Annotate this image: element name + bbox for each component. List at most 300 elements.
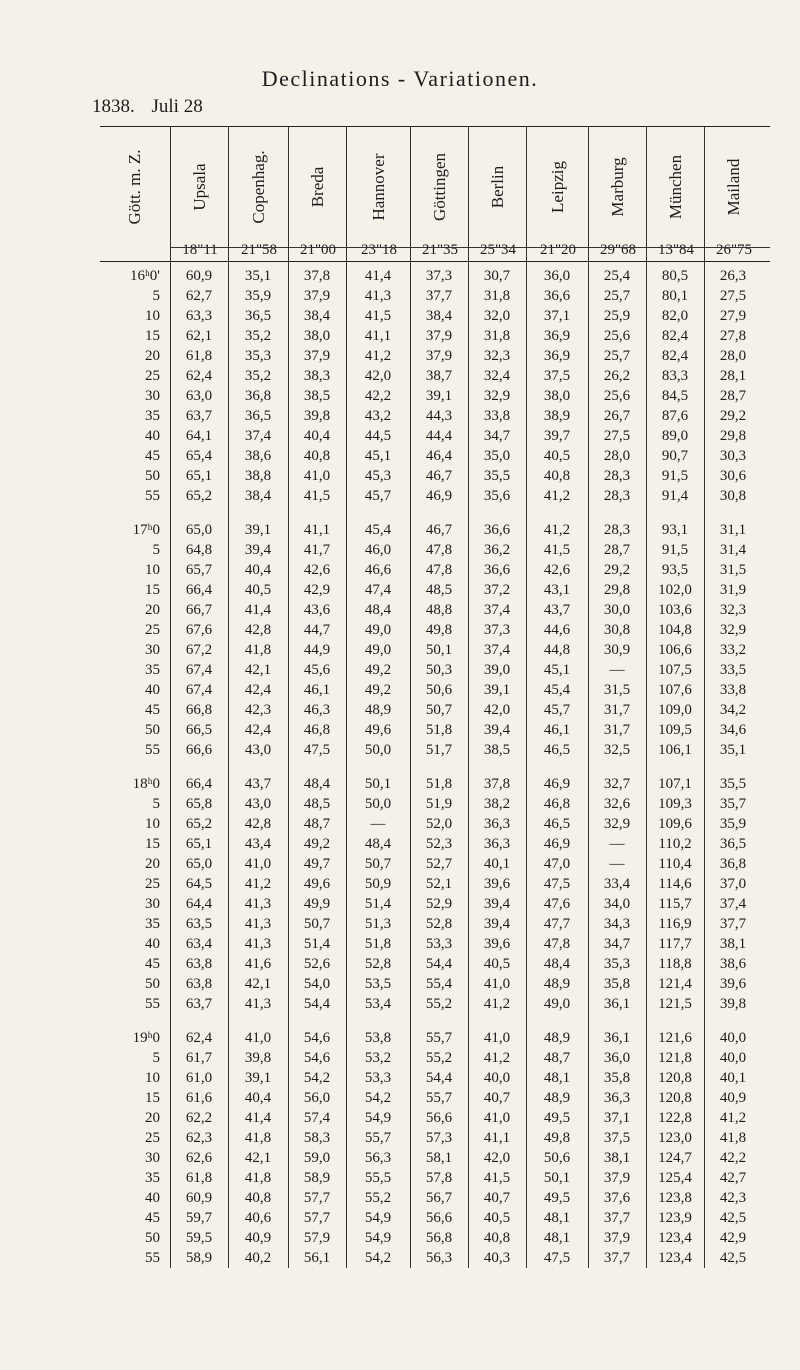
value-cell: 87,6 bbox=[661, 408, 689, 424]
value-cell: 59,5 bbox=[185, 1230, 213, 1246]
value-cell: 56,6 bbox=[425, 1210, 453, 1226]
value-cell: 46,5 bbox=[543, 742, 571, 758]
value-cell: 28,3 bbox=[603, 522, 631, 538]
value-cell: 37,7 bbox=[719, 916, 747, 932]
value-cell: 54,2 bbox=[364, 1090, 392, 1106]
value-cell: 54,6 bbox=[303, 1030, 331, 1046]
value-cell: 38,4 bbox=[244, 488, 272, 504]
value-cell: 50,0 bbox=[364, 796, 392, 812]
value-cell: 31,7 bbox=[603, 702, 631, 718]
value-cell: 39,4 bbox=[483, 916, 511, 932]
value-cell: 40,6 bbox=[244, 1210, 272, 1226]
value-cell: 67,4 bbox=[185, 682, 213, 698]
value-cell: 65,8 bbox=[185, 796, 213, 812]
time-cell: 25 bbox=[145, 1130, 160, 1146]
value-cell: 38,5 bbox=[303, 388, 331, 404]
time-cell: 5 bbox=[152, 542, 160, 558]
column-name: Mailand bbox=[724, 158, 743, 216]
value-cell: 42,4 bbox=[244, 682, 272, 698]
value-cell: 41,4 bbox=[364, 268, 392, 284]
value-cell: 42,1 bbox=[244, 662, 272, 678]
value-cell: 39,1 bbox=[483, 682, 511, 698]
time-cell: 35 bbox=[145, 662, 160, 678]
value-cell: 36,8 bbox=[719, 856, 747, 872]
value-cell: 58,1 bbox=[425, 1150, 453, 1166]
value-cell: 32,9 bbox=[719, 622, 747, 638]
value-cell: 36,0 bbox=[543, 268, 571, 284]
time-cell: 20 bbox=[145, 348, 160, 364]
value-cell: 25,6 bbox=[603, 328, 631, 344]
table-row bbox=[100, 934, 770, 954]
value-cell: 41,8 bbox=[244, 642, 272, 658]
value-cell: 107,5 bbox=[658, 662, 692, 678]
value-cell: 38,3 bbox=[303, 368, 331, 384]
value-cell: 31,1 bbox=[719, 522, 747, 538]
value-cell: 109,5 bbox=[658, 722, 692, 738]
value-cell: 41,3 bbox=[364, 288, 392, 304]
date-heading bbox=[92, 96, 215, 118]
value-cell: 41,1 bbox=[303, 522, 331, 538]
value-cell: 40,8 bbox=[244, 1190, 272, 1206]
value-cell: 66,7 bbox=[185, 602, 213, 618]
value-cell: 48,4 bbox=[364, 836, 392, 852]
value-cell: 66,8 bbox=[185, 702, 213, 718]
value-cell: 47,0 bbox=[543, 856, 571, 872]
value-cell: 42,8 bbox=[244, 622, 272, 638]
value-cell: 37,7 bbox=[603, 1210, 631, 1226]
time-cell: 16ʰ0' bbox=[129, 268, 160, 284]
value-cell: 30,3 bbox=[719, 448, 747, 464]
value-cell: 37,6 bbox=[603, 1190, 631, 1206]
table-row bbox=[100, 520, 770, 540]
value-cell: 40,5 bbox=[483, 956, 511, 972]
value-cell: — bbox=[370, 816, 386, 832]
value-cell: 54,0 bbox=[303, 976, 331, 992]
value-cell: 40,3 bbox=[483, 1250, 511, 1266]
value-cell: 49,9 bbox=[303, 896, 331, 912]
value-cell: 41,2 bbox=[543, 522, 571, 538]
table-row bbox=[100, 1128, 770, 1148]
value-cell: 48,9 bbox=[543, 1030, 571, 1046]
value-cell: 35,6 bbox=[483, 488, 511, 504]
value-cell: 35,0 bbox=[483, 448, 511, 464]
column-header bbox=[100, 127, 170, 261]
value-cell: 51,8 bbox=[364, 936, 392, 952]
value-cell: 110,4 bbox=[658, 856, 692, 872]
value-cell: 46,8 bbox=[543, 796, 571, 812]
value-cell: 34,7 bbox=[603, 936, 631, 952]
value-cell: 56,3 bbox=[364, 1150, 392, 1166]
value-cell: 49,2 bbox=[364, 662, 392, 678]
value-cell: 37,1 bbox=[603, 1110, 631, 1126]
value-cell: 35,8 bbox=[603, 1070, 631, 1086]
value-cell: 34,3 bbox=[603, 916, 631, 932]
table-row bbox=[100, 640, 770, 660]
time-cell: 30 bbox=[145, 896, 160, 912]
time-cell: 40 bbox=[145, 936, 160, 952]
value-cell: 53,2 bbox=[364, 1050, 392, 1066]
value-cell: 109,0 bbox=[658, 702, 692, 718]
value-cell: 58,3 bbox=[303, 1130, 331, 1146]
value-cell: 41,8 bbox=[244, 1170, 272, 1186]
time-cell: 55 bbox=[145, 742, 160, 758]
value-cell: 41,8 bbox=[244, 1130, 272, 1146]
value-cell: 44,4 bbox=[425, 428, 453, 444]
table-row bbox=[100, 446, 770, 466]
table-row bbox=[100, 1108, 770, 1128]
hour-group bbox=[100, 520, 770, 760]
column-header bbox=[526, 127, 589, 261]
column-name: Marburg bbox=[608, 157, 627, 217]
value-cell: 41,5 bbox=[303, 488, 331, 504]
time-cell: 35 bbox=[145, 1170, 160, 1186]
time-cell: 15 bbox=[145, 328, 160, 344]
table-row bbox=[100, 466, 770, 486]
time-cell: 50 bbox=[145, 976, 160, 992]
value-cell: 28,3 bbox=[603, 468, 631, 484]
value-cell: 32,6 bbox=[603, 796, 631, 812]
value-cell: 121,5 bbox=[658, 996, 692, 1012]
value-cell: 62,6 bbox=[185, 1150, 213, 1166]
value-cell: 62,4 bbox=[185, 1030, 213, 1046]
value-cell: 40,8 bbox=[483, 1230, 511, 1246]
time-cell: 40 bbox=[145, 1190, 160, 1206]
value-cell: 62,4 bbox=[185, 368, 213, 384]
value-cell: 35,2 bbox=[244, 328, 272, 344]
value-cell: 43,2 bbox=[364, 408, 392, 424]
table-row bbox=[100, 1068, 770, 1088]
value-cell: 42,3 bbox=[719, 1190, 747, 1206]
value-cell: 48,5 bbox=[425, 582, 453, 598]
value-cell: 38,8 bbox=[244, 468, 272, 484]
value-cell: 50,1 bbox=[543, 1170, 571, 1186]
value-cell: 29,8 bbox=[603, 582, 631, 598]
value-cell: 40,4 bbox=[303, 428, 331, 444]
column-rule bbox=[410, 262, 411, 1268]
value-cell: 37,4 bbox=[244, 428, 272, 444]
value-cell: 51,9 bbox=[425, 796, 453, 812]
value-cell: 33,4 bbox=[603, 876, 631, 892]
hour-group bbox=[100, 1028, 770, 1268]
value-cell: 123,4 bbox=[658, 1250, 692, 1266]
value-cell: 43,0 bbox=[244, 742, 272, 758]
column-scale-value: 21"20 bbox=[539, 242, 577, 258]
value-cell: 44,8 bbox=[543, 642, 571, 658]
value-cell: 49,5 bbox=[543, 1190, 571, 1206]
value-cell: 37,3 bbox=[483, 622, 511, 638]
table-row bbox=[100, 620, 770, 640]
value-cell: 117,7 bbox=[658, 936, 692, 952]
value-cell: 45,1 bbox=[364, 448, 392, 464]
value-cell: 65,1 bbox=[185, 836, 213, 852]
value-cell: 110,2 bbox=[658, 836, 692, 852]
value-cell: 49,6 bbox=[364, 722, 392, 738]
column-scale-value: 13"84 bbox=[657, 242, 695, 258]
value-cell: 43,7 bbox=[543, 602, 571, 618]
table-header bbox=[100, 126, 770, 262]
value-cell: 37,8 bbox=[483, 776, 511, 792]
value-cell: 45,6 bbox=[303, 662, 331, 678]
value-cell: 52,9 bbox=[425, 896, 453, 912]
value-cell: 52,6 bbox=[303, 956, 331, 972]
value-cell: 35,1 bbox=[244, 268, 272, 284]
column-rule bbox=[588, 262, 589, 1268]
value-cell: 38,0 bbox=[303, 328, 331, 344]
value-cell: 40,2 bbox=[244, 1250, 272, 1266]
value-cell: 39,6 bbox=[483, 876, 511, 892]
value-cell: 122,8 bbox=[658, 1110, 692, 1126]
value-cell: 52,8 bbox=[425, 916, 453, 932]
value-cell: 56,7 bbox=[425, 1190, 453, 1206]
column-name: Berlin bbox=[488, 165, 507, 209]
value-cell: 37,9 bbox=[603, 1230, 631, 1246]
value-cell: 39,0 bbox=[483, 662, 511, 678]
value-cell: 57,4 bbox=[303, 1110, 331, 1126]
value-cell: 41,2 bbox=[719, 1110, 747, 1126]
value-cell: 123,0 bbox=[658, 1130, 692, 1146]
value-cell: 34,7 bbox=[483, 428, 511, 444]
value-cell: 121,8 bbox=[658, 1050, 692, 1066]
value-cell: 63,7 bbox=[185, 408, 213, 424]
value-cell: 38,6 bbox=[719, 956, 747, 972]
value-cell: 30,8 bbox=[603, 622, 631, 638]
table-row bbox=[100, 874, 770, 894]
value-cell: 67,2 bbox=[185, 642, 213, 658]
value-cell: 46,5 bbox=[543, 816, 571, 832]
value-cell: 35,9 bbox=[719, 816, 747, 832]
time-cell: 45 bbox=[145, 1210, 160, 1226]
value-cell: 66,4 bbox=[185, 582, 213, 598]
time-cell: 45 bbox=[145, 448, 160, 464]
value-cell: 104,8 bbox=[658, 622, 692, 638]
table-row bbox=[100, 834, 770, 854]
value-cell: 54,4 bbox=[425, 1070, 453, 1086]
value-cell: 45,4 bbox=[364, 522, 392, 538]
value-cell: 47,6 bbox=[543, 896, 571, 912]
value-cell: 32,5 bbox=[603, 742, 631, 758]
value-cell: 44,7 bbox=[303, 622, 331, 638]
value-cell: 37,4 bbox=[483, 642, 511, 658]
time-cell: 45 bbox=[145, 702, 160, 718]
value-cell: 48,7 bbox=[543, 1050, 571, 1066]
value-cell: — bbox=[609, 662, 625, 678]
value-cell: 90,7 bbox=[661, 448, 689, 464]
value-cell: 106,1 bbox=[658, 742, 692, 758]
value-cell: 26,3 bbox=[719, 268, 747, 284]
value-cell: 49,8 bbox=[425, 622, 453, 638]
value-cell: 41,0 bbox=[483, 976, 511, 992]
value-cell: 30,0 bbox=[603, 602, 631, 618]
value-cell: 53,4 bbox=[364, 996, 392, 1012]
value-cell: 102,0 bbox=[658, 582, 692, 598]
value-cell: 56,6 bbox=[425, 1110, 453, 1126]
value-cell: 41,3 bbox=[244, 936, 272, 952]
value-cell: 42,4 bbox=[244, 722, 272, 738]
value-cell: 65,2 bbox=[185, 816, 213, 832]
value-cell: 25,4 bbox=[603, 268, 631, 284]
value-cell: 46,7 bbox=[425, 522, 453, 538]
value-cell: 37,7 bbox=[603, 1250, 631, 1266]
value-cell: 41,0 bbox=[244, 856, 272, 872]
value-cell: 84,5 bbox=[661, 388, 689, 404]
value-cell: 67,4 bbox=[185, 662, 213, 678]
table-row bbox=[100, 974, 770, 994]
value-cell: 27,5 bbox=[603, 428, 631, 444]
value-cell: 25,7 bbox=[603, 348, 631, 364]
table-row bbox=[100, 306, 770, 326]
value-cell: 123,8 bbox=[658, 1190, 692, 1206]
column-scale-value: 23"18 bbox=[360, 242, 398, 258]
value-cell: 56,1 bbox=[303, 1250, 331, 1266]
value-cell: 64,5 bbox=[185, 876, 213, 892]
value-cell: 36,2 bbox=[483, 542, 511, 558]
value-cell: 28,0 bbox=[603, 448, 631, 464]
value-cell: 36,5 bbox=[244, 308, 272, 324]
value-cell: 54,2 bbox=[364, 1250, 392, 1266]
table-row bbox=[100, 560, 770, 580]
value-cell: 30,9 bbox=[603, 642, 631, 658]
value-cell: 46,8 bbox=[303, 722, 331, 738]
value-cell: 83,3 bbox=[661, 368, 689, 384]
column-scale-value: 25"34 bbox=[479, 242, 517, 258]
column-header bbox=[646, 127, 705, 261]
table-row bbox=[100, 406, 770, 426]
value-cell: 35,5 bbox=[719, 776, 747, 792]
value-cell: 37,9 bbox=[303, 288, 331, 304]
value-cell: 48,4 bbox=[364, 602, 392, 618]
time-cell: 5 bbox=[152, 1050, 160, 1066]
value-cell: 39,4 bbox=[483, 722, 511, 738]
value-cell: 26,7 bbox=[603, 408, 631, 424]
value-cell: 42,1 bbox=[244, 1150, 272, 1166]
value-cell: 48,9 bbox=[543, 1090, 571, 1106]
value-cell: 57,7 bbox=[303, 1190, 331, 1206]
value-cell: 53,8 bbox=[364, 1030, 392, 1046]
column-header bbox=[346, 127, 411, 261]
value-cell: 59,7 bbox=[185, 1210, 213, 1226]
value-cell: 57,9 bbox=[303, 1230, 331, 1246]
column-scale-value: 18"11 bbox=[182, 242, 218, 258]
value-cell: 41,0 bbox=[303, 468, 331, 484]
value-cell: 47,5 bbox=[543, 876, 571, 892]
value-cell: 39,8 bbox=[303, 408, 331, 424]
time-cell: 17ʰ0 bbox=[132, 522, 160, 538]
table-row bbox=[100, 600, 770, 620]
table-row bbox=[100, 1088, 770, 1108]
value-cell: 30,8 bbox=[719, 488, 747, 504]
value-cell: 32,3 bbox=[483, 348, 511, 364]
time-cell: 10 bbox=[145, 562, 160, 578]
value-cell: 46,4 bbox=[425, 448, 453, 464]
value-cell: 53,3 bbox=[364, 1070, 392, 1086]
value-cell: 41,2 bbox=[364, 348, 392, 364]
value-cell: 50,1 bbox=[425, 642, 453, 658]
time-cell: 50 bbox=[145, 1230, 160, 1246]
value-cell: 66,5 bbox=[185, 722, 213, 738]
value-cell: 62,3 bbox=[185, 1130, 213, 1146]
value-cell: 49,8 bbox=[543, 1130, 571, 1146]
table-row bbox=[100, 1168, 770, 1188]
value-cell: 65,1 bbox=[185, 468, 213, 484]
value-cell: 54,6 bbox=[303, 1050, 331, 1066]
table-row bbox=[100, 1028, 770, 1048]
value-cell: 64,8 bbox=[185, 542, 213, 558]
table-row bbox=[100, 1148, 770, 1168]
value-cell: 29,2 bbox=[603, 562, 631, 578]
value-cell: 42,9 bbox=[303, 582, 331, 598]
column-name: Upsala bbox=[190, 163, 209, 211]
value-cell: 40,4 bbox=[244, 562, 272, 578]
time-cell: 50 bbox=[145, 722, 160, 738]
column-name: Leipzig bbox=[548, 161, 567, 213]
value-cell: 41,0 bbox=[244, 1030, 272, 1046]
column-header bbox=[228, 127, 289, 261]
value-cell: 40,0 bbox=[719, 1030, 747, 1046]
table-row bbox=[100, 774, 770, 794]
value-cell: 25,9 bbox=[603, 308, 631, 324]
column-scale-value: 26"75 bbox=[715, 242, 753, 258]
value-cell: 41,7 bbox=[303, 542, 331, 558]
value-cell: 62,2 bbox=[185, 1110, 213, 1126]
value-cell: 107,6 bbox=[658, 682, 692, 698]
value-cell: 49,6 bbox=[303, 876, 331, 892]
column-header bbox=[410, 127, 469, 261]
value-cell: 56,3 bbox=[425, 1250, 453, 1266]
value-cell: 48,7 bbox=[303, 816, 331, 832]
value-cell: 50,1 bbox=[364, 776, 392, 792]
value-cell: 109,3 bbox=[658, 796, 692, 812]
value-cell: 52,3 bbox=[425, 836, 453, 852]
value-cell: 46,9 bbox=[543, 836, 571, 852]
value-cell: 50,7 bbox=[303, 916, 331, 932]
column-scale-value: 21"35 bbox=[421, 242, 459, 258]
value-cell: 42,2 bbox=[719, 1150, 747, 1166]
value-cell: 46,9 bbox=[543, 776, 571, 792]
value-cell: — bbox=[609, 856, 625, 872]
value-cell: 54,9 bbox=[364, 1230, 392, 1246]
value-cell: 42,3 bbox=[244, 702, 272, 718]
value-cell: 107,1 bbox=[658, 776, 692, 792]
value-cell: 37,9 bbox=[303, 348, 331, 364]
value-cell: 36,9 bbox=[543, 348, 571, 364]
column-header bbox=[288, 127, 347, 261]
value-cell: 36,1 bbox=[603, 996, 631, 1012]
value-cell: 55,2 bbox=[364, 1190, 392, 1206]
declination-table bbox=[100, 126, 770, 1282]
value-cell: 38,1 bbox=[719, 936, 747, 952]
column-rule bbox=[704, 262, 705, 1268]
value-cell: 48,5 bbox=[303, 796, 331, 812]
value-cell: 44,6 bbox=[543, 622, 571, 638]
value-cell: 48,4 bbox=[543, 956, 571, 972]
table-row bbox=[100, 720, 770, 740]
value-cell: 41,4 bbox=[244, 1110, 272, 1126]
value-cell: 62,7 bbox=[185, 288, 213, 304]
time-cell: 45 bbox=[145, 956, 160, 972]
value-cell: 47,5 bbox=[303, 742, 331, 758]
table-row bbox=[100, 1248, 770, 1268]
table-row bbox=[100, 794, 770, 814]
value-cell: 80,1 bbox=[661, 288, 689, 304]
value-cell: 40,5 bbox=[543, 448, 571, 464]
value-cell: 34,6 bbox=[719, 722, 747, 738]
value-cell: 54,4 bbox=[303, 996, 331, 1012]
table-body bbox=[100, 262, 770, 1268]
value-cell: 38,1 bbox=[603, 1150, 631, 1166]
hour-group bbox=[100, 774, 770, 1014]
value-cell: 35,7 bbox=[719, 796, 747, 812]
time-cell: 25 bbox=[145, 876, 160, 892]
